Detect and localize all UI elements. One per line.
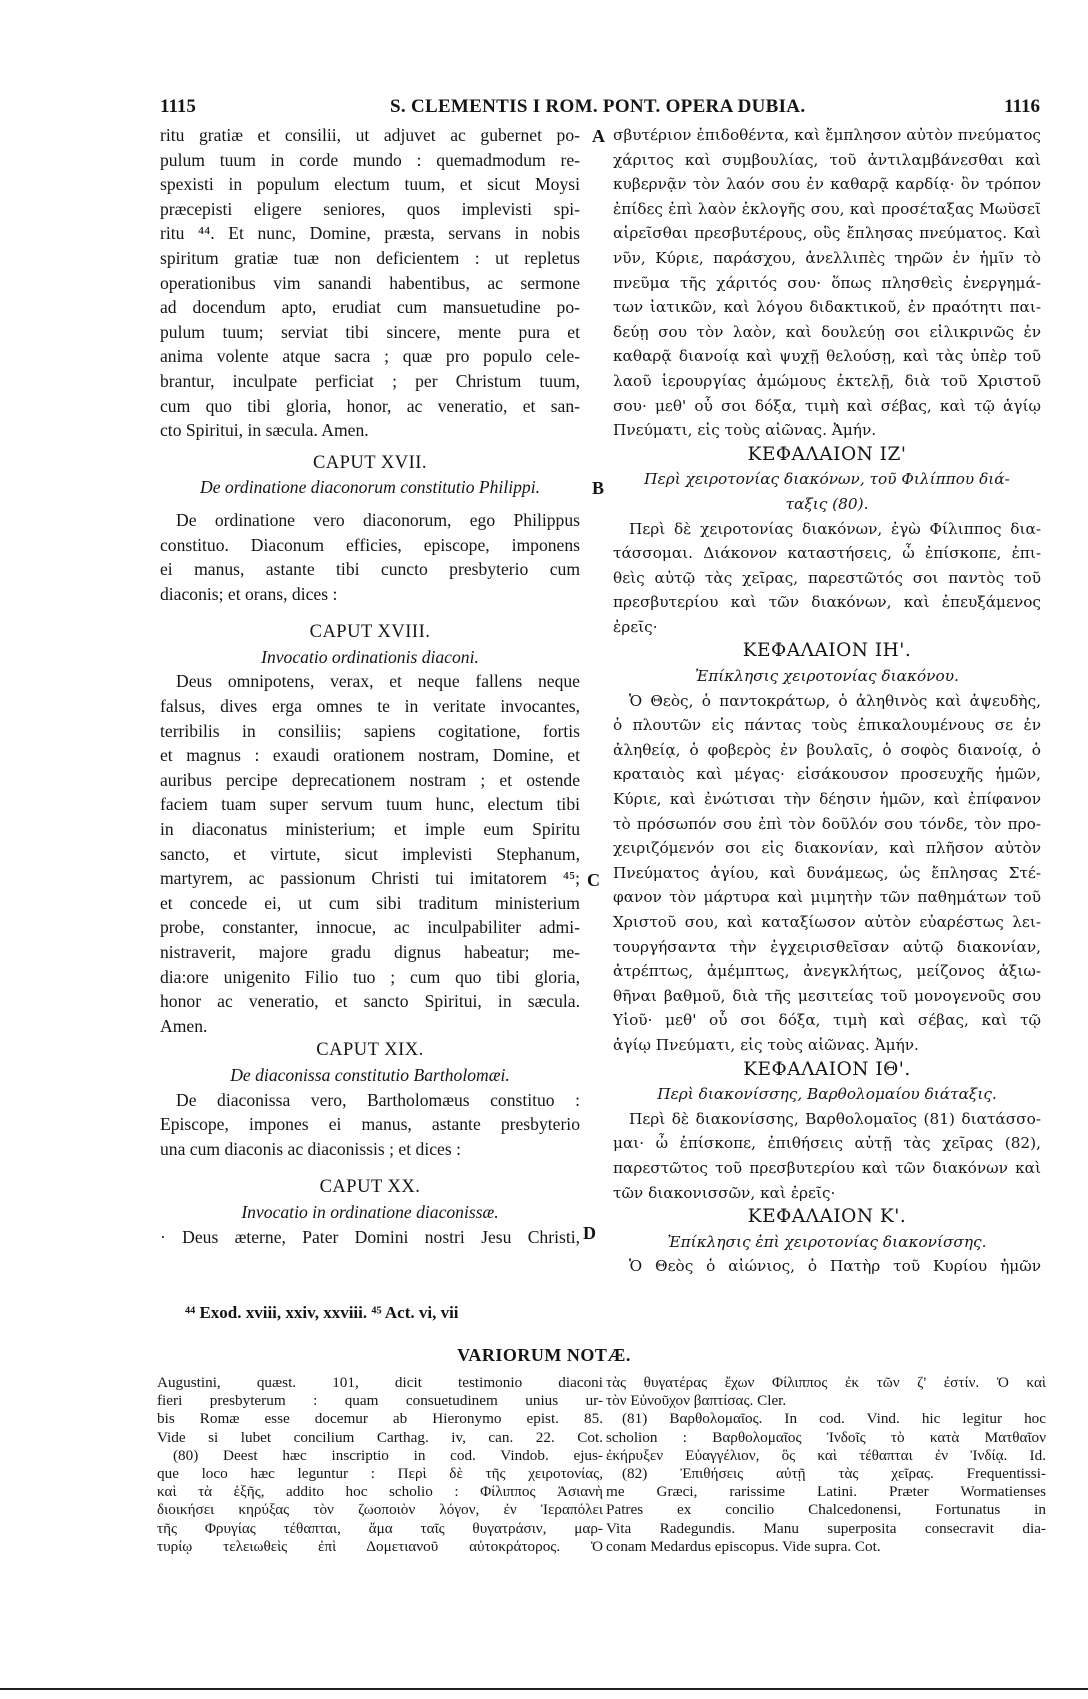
text-line: faciem tuam super servum tuum hunc, electum tibi <box>160 794 580 815</box>
text-line: · Deus æterne, Pater Domini nostri Jesu Christi, <box>160 1226 580 1247</box>
text-line: conam Medardus episcopus. Vide supra. Cot. <box>606 1537 881 1555</box>
text-line: ad docendum apto, erudiat cum mansuetudine po- <box>160 297 580 318</box>
text-line: et concede ei, ut cum sibi traditum ministerium <box>160 892 580 913</box>
text-line: sancto, et virtute, sicut implevisti Stephanum, <box>160 843 580 864</box>
text-line: pulum tuum in corde mundo : quemadmodum re- <box>160 149 580 170</box>
text-line: Πνεύματι, εἰς τοὺς αἰῶνας. Ἀμήν. <box>613 421 877 440</box>
text-line: operationibus vim sanandi habentibus, ac sermone <box>160 272 580 293</box>
text-line: θεὶς αὐτῷ τὰς χεῖρας, παρεστῶτός σοι παντὸς τοῦ <box>613 568 1041 587</box>
text-line: σβυτέριον ἐπιδοθέντα, καὶ ἔμπλησον αὐτὸν πνεύματος <box>613 126 1041 144</box>
text-line: σου· μεθ' οὗ σοι δόξα, τιμὴ καὶ σέβας, καὶ τῷ ἁγίῳ <box>613 396 1041 415</box>
text-line: spiritum gratiæ tuæ non deficientem : ut repletus <box>160 247 580 268</box>
text-line: Υἱοῦ· μεθ' οὗ σοι δόξα, τιμὴ καὶ σέβας, καὶ τῷ <box>613 1011 1041 1030</box>
chapter-subtitle: De ordinatione diaconorum constitutio Philippi. <box>200 477 540 498</box>
running-header <box>160 96 1040 120</box>
chapter-subtitle: Περὶ διακονίσσης, Βαρθολομαίου διάταξις. <box>657 1085 997 1104</box>
chapter-subtitle: De diaconissa constitutio Bartholomæi. <box>230 1064 510 1085</box>
text-line: martyrem, ac passionum Christi tui imitatorem ⁴⁵; <box>160 868 580 889</box>
text-line: diaconis; et orans, dices : <box>160 583 338 604</box>
text-line: τὸ πρόσωπόν σου ἐπὶ τὸν δοῦλόν σου τόνδε, τὸν προ- <box>613 814 1041 833</box>
text-line: κυβερνᾷν τὸν λαόν σου ἐν καθαρᾷ καρδίᾳ· ὃν τρόπον <box>613 175 1041 194</box>
chapter-heading: ΚΕΦΑΛΑΙΟΝ ΙΖ' <box>747 443 907 465</box>
latin-column <box>160 123 580 1249</box>
text-line: dia:ore unigenito Filio tuo ; cum quo tibi gloria, <box>160 966 580 987</box>
text-line: ἐρεῖς· <box>613 617 658 636</box>
section-marker-b: B <box>592 478 605 498</box>
text-line: anima volente atque sacra ; quæ pro populo cele- <box>160 346 580 367</box>
text-line: De diaconissa vero, Bartholomæus constituo : <box>176 1089 580 1110</box>
bottom-rule <box>0 1688 1088 1690</box>
greek-column <box>613 123 1041 1279</box>
text-line: τὸν Εὐνοῦχον βαπτίσας. Cler. <box>606 1392 787 1410</box>
text-line: κραταιὸς καὶ μέγας· εἰσάκουσον προσευχῆς ἡμῶν, <box>613 765 1041 784</box>
footnotes: ⁴⁴ Exod. xviii, xxiv, xxviii. ⁴⁵ Act. vi, vii <box>185 1303 459 1322</box>
spacer <box>160 1161 580 1175</box>
text-line: πνεῦμα τῆς χάριτός σου· ὅπως πλησθεὶς ἐνεργημά- <box>613 273 1041 292</box>
text-line: χειριζόμενόν σοι εἰς διακονίαν, καὶ πλῆσον αὐτὸν <box>613 839 1041 858</box>
chapter-subtitle: Invocatio ordinationis diaconi. <box>261 646 479 667</box>
text-line: Ὁ Θεὸς, ὁ παντοκράτωρ, ὁ ἀληθινὸς καὶ ἀψευδὴς, <box>629 691 1041 710</box>
chapter-heading: ΚΕΦΑΛΑΙΟΝ ΙΗ'. <box>742 640 912 662</box>
chapter-subtitle: ταξις (80). <box>785 494 869 513</box>
text-line: νῦν, Κύριε, παράσχου, ἀνελλιπὲς τηρῶν ἐν ἡμῖν τὸ <box>613 248 1041 267</box>
text-line: ὁ πλουτῶν εἰς πάντας τοὺς ἐπικαλουμένους σε ἐν <box>613 716 1041 735</box>
text-line: Πνεύματος ἁγίου, καὶ δυνάμεως, ὡς ἔπλησας Στέ- <box>613 863 1041 882</box>
text-line: των ἰατικῶν, καὶ λόγου διδακτικοῦ, ἐν πραότητι παι- <box>613 298 1041 317</box>
text-line: παρεστῶτος τοῦ πρεσβυτερίου καὶ τῶν διακόνων καὶ <box>613 1158 1041 1177</box>
text-line: ἀληθείᾳ, ὁ φοβερὸς ἐν βουλαῖς, ὁ σοφὸς διανοίᾳ, ὁ <box>613 740 1041 759</box>
spacer <box>160 443 580 451</box>
text-line: Amen. <box>160 1015 208 1036</box>
text-line: Περὶ δὲ διακονίσσης, Βαρθολομαῖος (81) διατάσσο- <box>629 1109 1041 1128</box>
chapter-heading: ΚΕΦΑΛΑΙΟΝ Κ'. <box>747 1206 907 1228</box>
section-marker-a: A <box>592 126 605 146</box>
text-line: Vide si lubet concilium Carthag. iv, can. 22. Cot. <box>157 1428 603 1446</box>
text-line: αἱρεῖσθαι πρεσβυτέρους, οὓς ἔπλησας πνεύματος. Καὶ <box>613 224 1041 243</box>
text-line: terribilis in consiliis; sapiens cogitatione, fortis <box>160 720 580 741</box>
header-title: S. CLEMENTIS I ROM. PONT. OPERA DUBIA. <box>390 96 806 117</box>
text-line: τὰς θυγατέρας ἔχων Φίλιππος ἐκ τῶν ζ' ἐστίν. Ὁ καὶ <box>606 1374 1046 1391</box>
text-line: (80) Deest hæc inscriptio in cod. Vindob. ejus- <box>173 1446 603 1464</box>
text-line: falsus, dives erga omnes te in veritate invocantes, <box>160 696 580 717</box>
spacer <box>160 500 580 508</box>
text-line: De ordinatione vero diaconorum, ego Philippus <box>176 509 580 530</box>
text-line: Χριστοῦ σου, καὶ καταξίωσον αὐτὸν εὐαρέστως λει- <box>613 913 1041 931</box>
text-line: δεύῃ σου τὸν λαὸν, καὶ δουλεύῃ σοι εἰλικρινῶς ἐν <box>613 322 1041 341</box>
text-line: Augustini, quæst. 101, dicit testimonio diaconi <box>157 1374 603 1391</box>
left-page-number: 1115 <box>160 96 196 117</box>
section-marker-d: D <box>583 1223 596 1243</box>
text-line: fieri presbyterum : quam consuetudinem unius ur- <box>157 1392 603 1410</box>
chapter-heading: CAPUT XIX. <box>316 1040 424 1061</box>
text-line: et magnus : exaudi orationem nostram, Domine, et <box>160 745 580 766</box>
text-line: auribus percipe deprecationem nostram ; et ostende <box>160 769 580 790</box>
text-line: Episcope, impones ei manus, astante presbyterio <box>160 1114 580 1135</box>
text-line: χάριτος καὶ συμβουλίας, τοῦ ἀντιλαμβάνεσθαι καὶ <box>613 150 1041 169</box>
text-line: scholion : Βαρθολομαῖος Ἰνδοῖς τὸ κατὰ Ματθαῖον <box>606 1428 1046 1446</box>
chapter-subtitle: Περὶ χειροτονίας διακόνων, τοῦ Φιλίππου διά- <box>644 470 1010 489</box>
text-line: ἀτρέπτως, ἀμέμπτως, ἀνεγκλήτως, μείζονος ἀξιω- <box>613 962 1041 981</box>
text-line: φανον τὸν μάρτυρα καὶ μιμητὴν τῶν παθημάτων τοῦ <box>613 888 1041 907</box>
text-line: Κύριε, καὶ ἐνώτισαι τὴν δέησιν ἡμῶν, καὶ ἐπίφανον <box>613 790 1041 809</box>
text-line: præcepisti eligere seniores, quos implevisti spi- <box>160 198 580 219</box>
text-line: nistraverit, majore gradu dignus habeatur; me- <box>160 942 580 962</box>
right-page-number: 1116 <box>1004 96 1040 117</box>
text-line: καθαρᾷ διανοίᾳ καὶ ψυχῇ θελούσῃ, καὶ τὰς ὑπὲρ τοῦ <box>613 347 1041 366</box>
text-line: una cum diaconis ac diaconissis ; et dices : <box>160 1138 461 1159</box>
chapter-heading: CAPUT XVII. <box>312 452 428 473</box>
text-line: (82) Ἐπιθήσεις αὐτῇ τὰς χεῖρας. Frequentissi- <box>622 1464 1046 1482</box>
text-line: τῆς Φρυγίας τέθαπται, ἅμα ταῖς θυγατράσιν, μαρ- <box>157 1519 603 1537</box>
text-line: ritu ⁴⁴. Et nunc, Domine, præsta, servans in nobis <box>160 223 580 244</box>
text-line: cto Spiritui, in sæcula. Amen. <box>160 420 369 441</box>
notes-left-column <box>157 1374 603 1556</box>
text-line: brantur, inculpate perficiat ; per Christum tuum, <box>160 370 580 391</box>
text-line: Patres ex concilio Chalcedonensi, Fortunatus in <box>606 1501 1046 1519</box>
text-line: bis Romæ esse docemur ab Hieronymo epist. 85. <box>157 1410 603 1428</box>
text-line: ritu gratiæ et consilii, ut adjuvet ac gubernet po- <box>160 125 580 145</box>
text-line: Περὶ δὲ χειροτονίας διακόνων, ἐγὼ Φίλιππος δια- <box>629 519 1041 538</box>
text-line: τυρίῳ τελειωθεὶς ἐπὶ Δομετιανοῦ αὐτοκράτορος. Ὁ <box>157 1537 603 1555</box>
notes-title: VARIORUM NOTÆ. <box>457 1345 631 1365</box>
text-line: πρεσβυτερίου καὶ τῶν διακόνων, καὶ ἐπευξάμενος <box>613 593 1041 612</box>
text-line: Deus omnipotens, verax, et neque fallens neque <box>176 671 580 692</box>
text-line: pulum tuum; serviat tibi sincere, mente pura et <box>160 321 580 342</box>
text-line: θῆναι βαθμοῦ, διὰ τῆς μεσιτείας τοῦ μονογενοῦς σου <box>613 986 1041 1005</box>
text-line: τουργήσαντα τὴν ἐγχειρισθεῖσαν αὐτῷ διακονίαν, <box>613 937 1041 956</box>
chapter-subtitle: Ἐπίκλησις χειροτονίας διακόνου. <box>695 667 959 686</box>
chapter-heading: CAPUT XX. <box>319 1177 421 1198</box>
text-line: ἁγίῳ Πνεύματι, εἰς τοὺς αἰῶνας. Ἀμήν. <box>613 1035 919 1054</box>
text-line: Ὁ Θεὸς ὁ αἰώνιος, ὁ Πατὴρ τοῦ Κυρίου ἡμῶν <box>629 1257 1041 1276</box>
text-line: Vita Radegundis. Manu superposita consecravit dia- <box>606 1519 1046 1537</box>
text-line: ei manus, astante tibi cuncto presbyterio cum <box>160 559 580 580</box>
text-line: ἐκήρυξεν Εὐαγγέλιον, ὃς καὶ τέθαπται ἐν Ἰνδίᾳ. Id. <box>606 1446 1046 1464</box>
notes-right-column <box>606 1374 1046 1556</box>
text-line: me Græci, rarissime Latini. Præter Wormatienses <box>606 1483 1046 1501</box>
text-line: honor ac veneratio, et sancto Spiritui, in sæcula. <box>160 991 580 1012</box>
text-line: (81) Βαρθολομαῖος. In cod. Vind. hic legitur hoc <box>622 1410 1046 1428</box>
spacer <box>160 606 580 620</box>
text-line: λαοῦ ἱερουργίας ἀμώμους ἐκτελῇ, διὰ τοῦ Χριστοῦ <box>613 371 1041 390</box>
text-line: διοικήσει κηρύξας τὸν ζωοποιὸν λόγον, ἐν Ἱεραπόλει <box>157 1501 603 1519</box>
text-line: cum quo tibi gloria, honor, ac veneratio, et san- <box>160 395 580 416</box>
text-line: τῶν διακονισσῶν, καὶ ἐρεῖς· <box>613 1183 836 1202</box>
text-line: probe, constanter, innocue, ac inculpabiliter admi- <box>160 917 580 938</box>
chapter-subtitle: Ἐπίκλησις ἐπὶ χειροτονίας διακονίσσης. <box>667 1232 987 1251</box>
text-line: ἐπίδες ἐπὶ λαὸν ἐκλογῆς σου, καὶ προσέταξας Μωϋσεῖ <box>613 199 1041 218</box>
text-line: que loco hæc leguntur : Περὶ δὲ τῆς χειροτονίας, <box>157 1464 603 1482</box>
chapter-heading: ΚΕΦΑΛΑΙΟΝ ΙΘ'. <box>743 1058 911 1080</box>
chapter-subtitle: Invocatio in ordinatione diaconissæ. <box>241 1201 499 1222</box>
text-line: in diaconatus ministerium; et imple eum Spiritu <box>160 819 580 840</box>
text-line: καὶ τὰ ἑξῆς, addito hoc scholio : Φίλιππος Ἀσιανὴ <box>157 1483 603 1501</box>
chapter-heading: CAPUT XVIII. <box>309 622 431 643</box>
text-line: constituo. Diaconum efficies, episcope, imponens <box>160 534 580 555</box>
text-line: τάσσομαι. Διάκονον καταστήσεις, ὦ ἐπίσκοπε, ἐπι- <box>613 544 1041 563</box>
section-marker-c: C <box>587 870 600 890</box>
text-line: spexisti in populum electum tuum, et sicut Moysi <box>160 174 580 195</box>
text-line: μαι· ὦ ἐπίσκοπε, ἐπιθήσεις αὐτῇ τὰς χεῖρας (82), <box>613 1134 1041 1153</box>
